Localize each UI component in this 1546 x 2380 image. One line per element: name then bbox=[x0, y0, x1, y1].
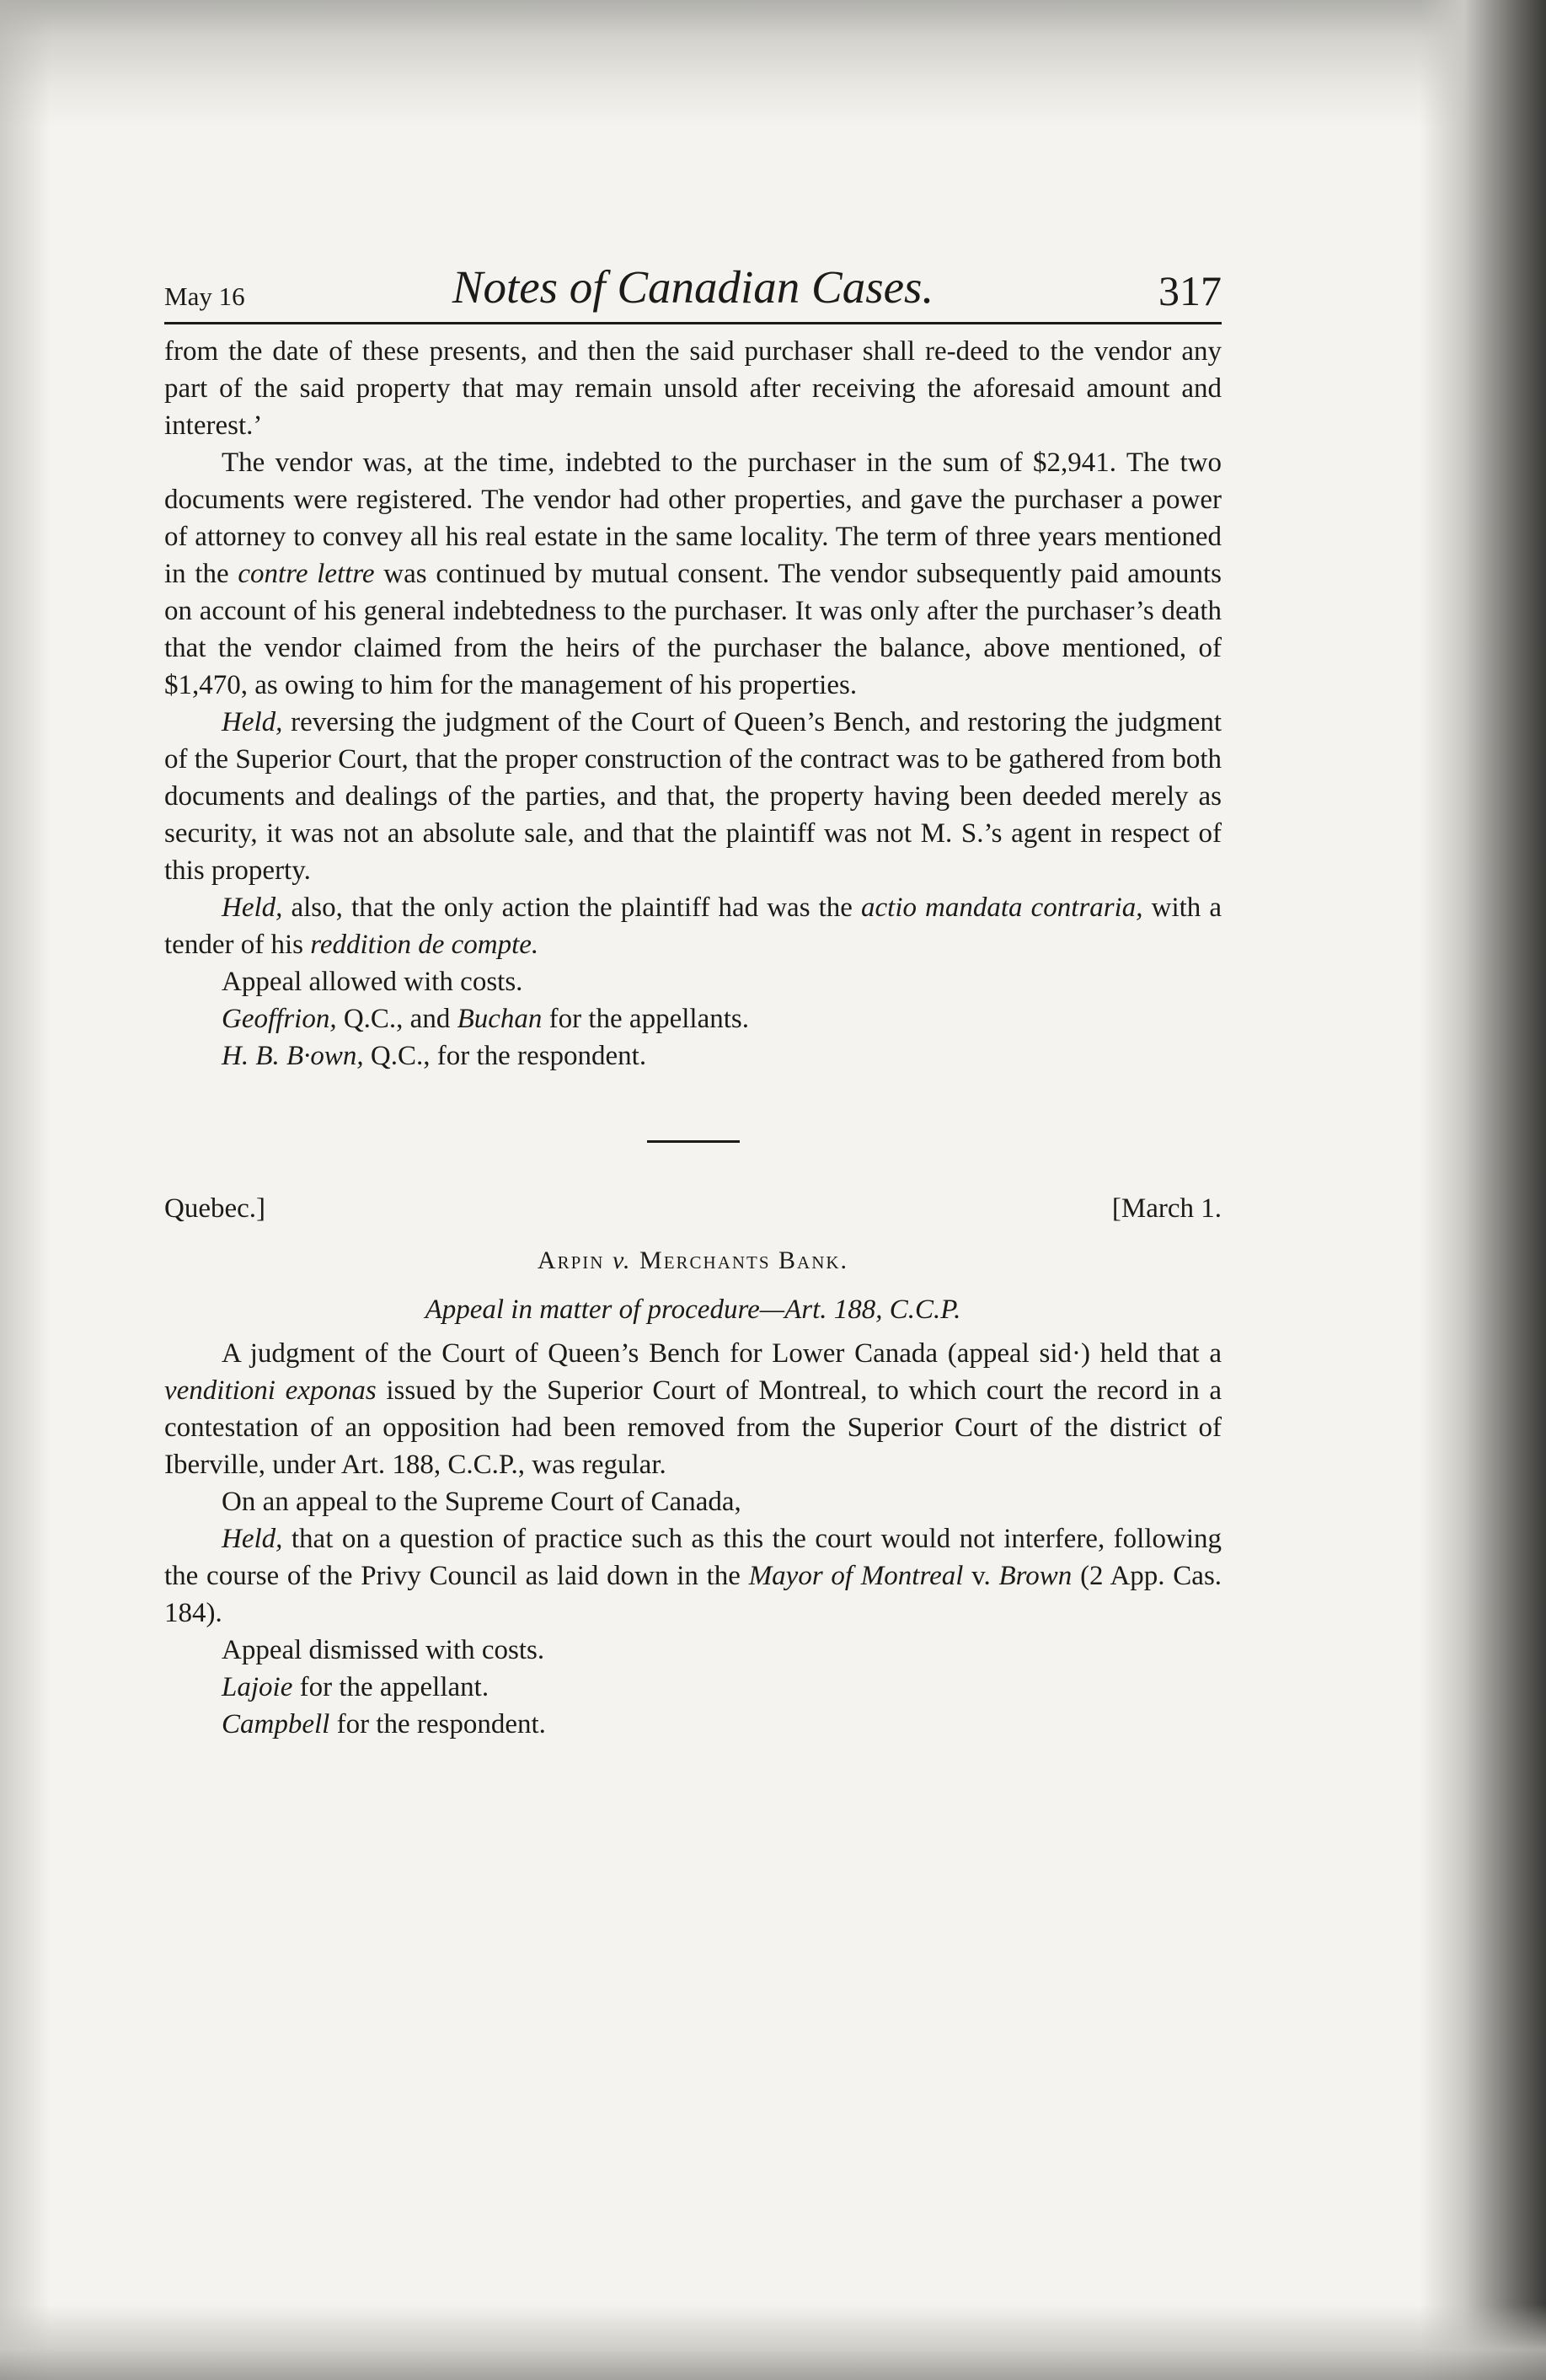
section-divider bbox=[647, 1140, 740, 1143]
section-continued-case bbox=[164, 333, 1222, 1075]
paragraph-counsel-appellants: Geoffrion, Q.C., and Buchan for the appellants. bbox=[222, 1004, 749, 1034]
page-number: 317 bbox=[1158, 267, 1222, 314]
paragraph-held-1: Held, reversing the judgment of the Court of Queen’s Bench, and restoring the judgment of the Superior Court, that the proper construction of the contract was to be gathered from both documents and dealings of the parties, and that, the property having been deeded merely as security, it was not an absolute sale, and that the plaintiff was not M. S.’s agent in respect of this property. bbox=[164, 707, 1222, 886]
case-title: Arpin v. Merchants Bank. bbox=[537, 1246, 849, 1274]
paragraph-facts: The vendor was, at the time, indebted to the purchaser in the sum of $2,941. The two documents were registered. The vendor had other properties, and gave the purchaser a power of attorney to convey all his real estate in the same locality. The term of three years mentioned in the contre lettre was continued by mutual consent. The vendor subsequently paid amounts on account of his general indebtedness to the purchaser. It was only after the purchaser’s death that the vendor claimed from the heirs of the purchaser the balance, above mentioned, of $1,470, as owing to him for the management of his properties. bbox=[164, 448, 1222, 700]
paragraph-counsel-respondent: H. B. B·own, Q.C., for the respondent. bbox=[222, 1041, 647, 1071]
paragraph-result: Appeal dismissed with costs. bbox=[222, 1635, 545, 1665]
scan-shadow-left bbox=[0, 0, 51, 2380]
header-rule bbox=[164, 322, 1222, 324]
case-subtitle: Appeal in matter of procedure—Art. 188, C.C.P. bbox=[425, 1295, 961, 1325]
running-header bbox=[164, 261, 1222, 320]
case-header bbox=[164, 1193, 1222, 1236]
section-arpin-case bbox=[164, 1335, 1222, 1743]
paragraph-judgment: A judgment of the Court of Queen’s Bench for Lower Canada (appeal sid·) held that a venditioni exponas issued by the Superior Court of Montreal, to which court the record in a contestation of an opposition had been removed from the Superior Court of the district of Iberville, under Art. 188, C.C.P., was regular. bbox=[164, 1338, 1222, 1480]
paragraph-held-2: Held, also, that the only action the plaintiff had was the actio mandata contraria, with a tender of his reddition de compte. bbox=[164, 892, 1222, 960]
header-title: Notes of Canadian Cases. bbox=[452, 261, 934, 313]
paragraph-result: Appeal allowed with costs. bbox=[222, 967, 523, 997]
paragraph-held: Held, that on a question of practice such as this the court would not interfere, following the course of the Privy Council as laid down in the Mayor of Montreal v. Brown (2 App. Cas. 184). bbox=[164, 1524, 1222, 1628]
scan-binding-edge bbox=[1420, 0, 1546, 2380]
header-date: May 16 bbox=[164, 281, 245, 311]
case-province: Quebec.] bbox=[164, 1193, 266, 1224]
paragraph-appeal: On an appeal to the Supreme Court of Canada, bbox=[222, 1487, 741, 1517]
scan-shadow-bottom bbox=[0, 2304, 1546, 2380]
scan-shadow-top bbox=[0, 0, 1546, 126]
case-date: [March 1. bbox=[1111, 1193, 1222, 1224]
document-page bbox=[164, 261, 1222, 1743]
paragraph-counsel-appellant: Lajoie for the appellant. bbox=[222, 1672, 489, 1702]
paragraph-counsel-respondent: Campbell for the respondent. bbox=[222, 1709, 546, 1739]
paragraph-continuation: from the date of these presents, and then the said purchaser shall re-deed to the vendor any part of the said property that may remain unsold after receiving the aforesaid amount and interest.’ bbox=[164, 336, 1222, 441]
